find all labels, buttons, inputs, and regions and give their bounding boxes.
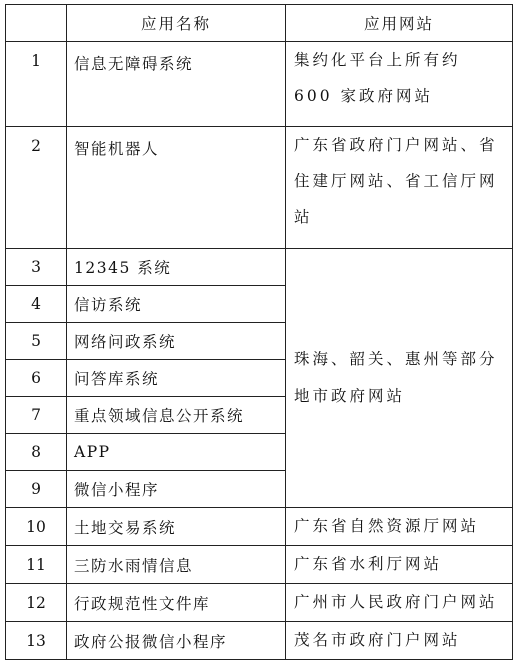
app-site: 广东省水利厅网站 [286, 546, 513, 584]
header-row [6, 5, 513, 42]
app-site: 集约化平台上所有约 600 家政府网站 [286, 42, 513, 127]
table-row [6, 42, 513, 127]
row-num: 7 [6, 397, 67, 434]
app-name: 智能机器人 [67, 127, 286, 249]
app-site: 茂名市政府门户网站 [286, 622, 513, 660]
row-num: 4 [6, 286, 67, 323]
table-row [6, 249, 513, 286]
row-num: 6 [6, 360, 67, 397]
row-num: 9 [6, 471, 67, 508]
app-site: 广州市人民政府门户网站 [286, 584, 513, 622]
row-num: 5 [6, 323, 67, 360]
app-name: 信访系统 [67, 286, 286, 323]
app-name: 网络问政系统 [67, 323, 286, 360]
app-name: 问答库系统 [67, 360, 286, 397]
app-name: 三防水雨情信息 [67, 546, 286, 584]
app-name: 土地交易系统 [67, 508, 286, 546]
applications-table [5, 4, 513, 660]
row-num: 11 [6, 546, 67, 584]
app-name: 政府公报微信小程序 [67, 622, 286, 660]
row-num: 3 [6, 249, 67, 286]
table-row [6, 622, 513, 660]
header-app-site: 应用网站 [286, 5, 513, 42]
app-name: 信息无障碍系统 [67, 42, 286, 127]
header-num [6, 5, 67, 42]
row-num: 13 [6, 622, 67, 660]
table-row [6, 508, 513, 546]
app-name: 重点领域信息公开系统 [67, 397, 286, 434]
table-row [6, 546, 513, 584]
app-site: 广东省自然资源厅网站 [286, 508, 513, 546]
app-name: 12345 系统 [67, 249, 286, 286]
app-site: 珠海、韶关、惠州等部分地市政府网站 [286, 249, 513, 508]
row-num: 8 [6, 434, 67, 471]
row-num: 12 [6, 584, 67, 622]
app-name: 微信小程序 [67, 471, 286, 508]
row-num: 10 [6, 508, 67, 546]
app-site: 广东省政府门户网站、省住建厅网站、省工信厅网站 [286, 127, 513, 249]
table-row [6, 584, 513, 622]
header-app-name: 应用名称 [67, 5, 286, 42]
table-row [6, 127, 513, 249]
row-num: 2 [6, 127, 67, 249]
row-num: 1 [6, 42, 67, 127]
app-name: APP [67, 434, 286, 471]
app-name: 行政规范性文件库 [67, 584, 286, 622]
